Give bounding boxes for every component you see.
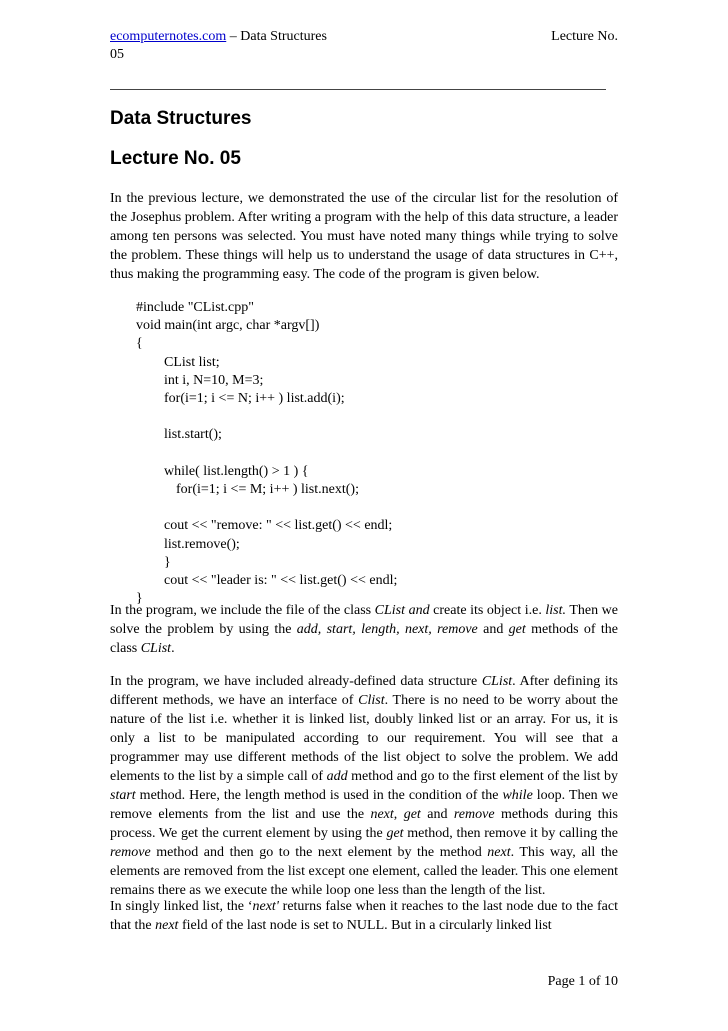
- document-title: Data Structures: [110, 108, 252, 129]
- code-line: {: [136, 336, 143, 352]
- code-line: for(i=1; i <= N; i++ ) list.add(i);: [164, 391, 345, 407]
- code-blank: [136, 445, 397, 463]
- paragraph-clist-interface: In the program, we have included already-defined data structure CList. After defining its different methods, we have an interface of Clist. There is no need to be worry about the nature of the list i.e. whether it is linked list, doubly linked list or an array. For us, it is only a list to be manipulated according to our requirement. You will see that a programmer may use different methods of the list object to solve the problem. We add elements to the list by a simple call of add method and go to the first element of the list by start method. Here, the length method is used in the condition of the while loop. Then we remove elements from the list and use the next, get and remove methods during this process. We get the current element by using the get method, then remove it by calling the remove method and then go to the next element by the method next. This way, all the elements are removed from the list except one element, called the leader. This one element remains there as we execute the while loop one less than the length of the list.: [110, 674, 619, 898]
- code-line: while( list.length() > 1 ) {: [164, 463, 309, 479]
- code-blank: [136, 499, 397, 517]
- header-lecture-number: 05: [110, 47, 124, 62]
- code-line: void main(int argc, char *argv[]): [136, 318, 320, 334]
- code-block: [136, 299, 397, 608]
- header-rule: [110, 89, 606, 90]
- site-link[interactable]: ecomputernotes.com: [110, 29, 227, 44]
- page-header: [110, 28, 618, 66]
- code-line: }: [164, 554, 171, 570]
- code-line: }: [136, 591, 143, 607]
- intro-paragraph: In the previous lecture, we demonstrated the use of the circular list for the resolution of the Josephus problem. After writing a program with the help of this data structure, a leader among ten persons was selected. You must have noted many things while trying to solve the problem. These things will help us to understand the usage of data structures in C++, thus making the programming easy. The code of the program is given below.: [110, 191, 618, 282]
- header-lecture-label: Lecture No.: [551, 29, 618, 44]
- code-line: cout << "remove: " << list.get() << endl;: [164, 518, 393, 534]
- code-line: list.start();: [164, 427, 222, 443]
- lecture-heading: Lecture No. 05: [110, 148, 241, 169]
- code-line: int i, N=10, M=3;: [164, 372, 264, 388]
- code-line: #include "CList.cpp": [136, 300, 254, 315]
- code-line: for(i=1; i <= M; i++ ) list.next();: [176, 482, 359, 498]
- code-line: list.remove();: [164, 536, 240, 552]
- page-number: Page 1 of 10: [547, 974, 618, 989]
- code-line: CList list;: [164, 354, 220, 370]
- paragraph-singly-linked: In singly linked list, the ‘next' returns false when it reaches to the last node due to the fact that the next field of the last node is set to NULL. But in a circularly linked list: [110, 899, 619, 933]
- paragraph-program-overview: In the program, we include the file of the class CList and create its object i.e. list. Then we solve the problem by using the add, start, length, next, remove and get methods of the class CList.: [110, 603, 618, 656]
- code-line: cout << "leader is: " << list.get() << endl;: [164, 573, 398, 589]
- code-blank: [136, 408, 397, 426]
- header-subject: – Data Structures: [226, 29, 327, 44]
